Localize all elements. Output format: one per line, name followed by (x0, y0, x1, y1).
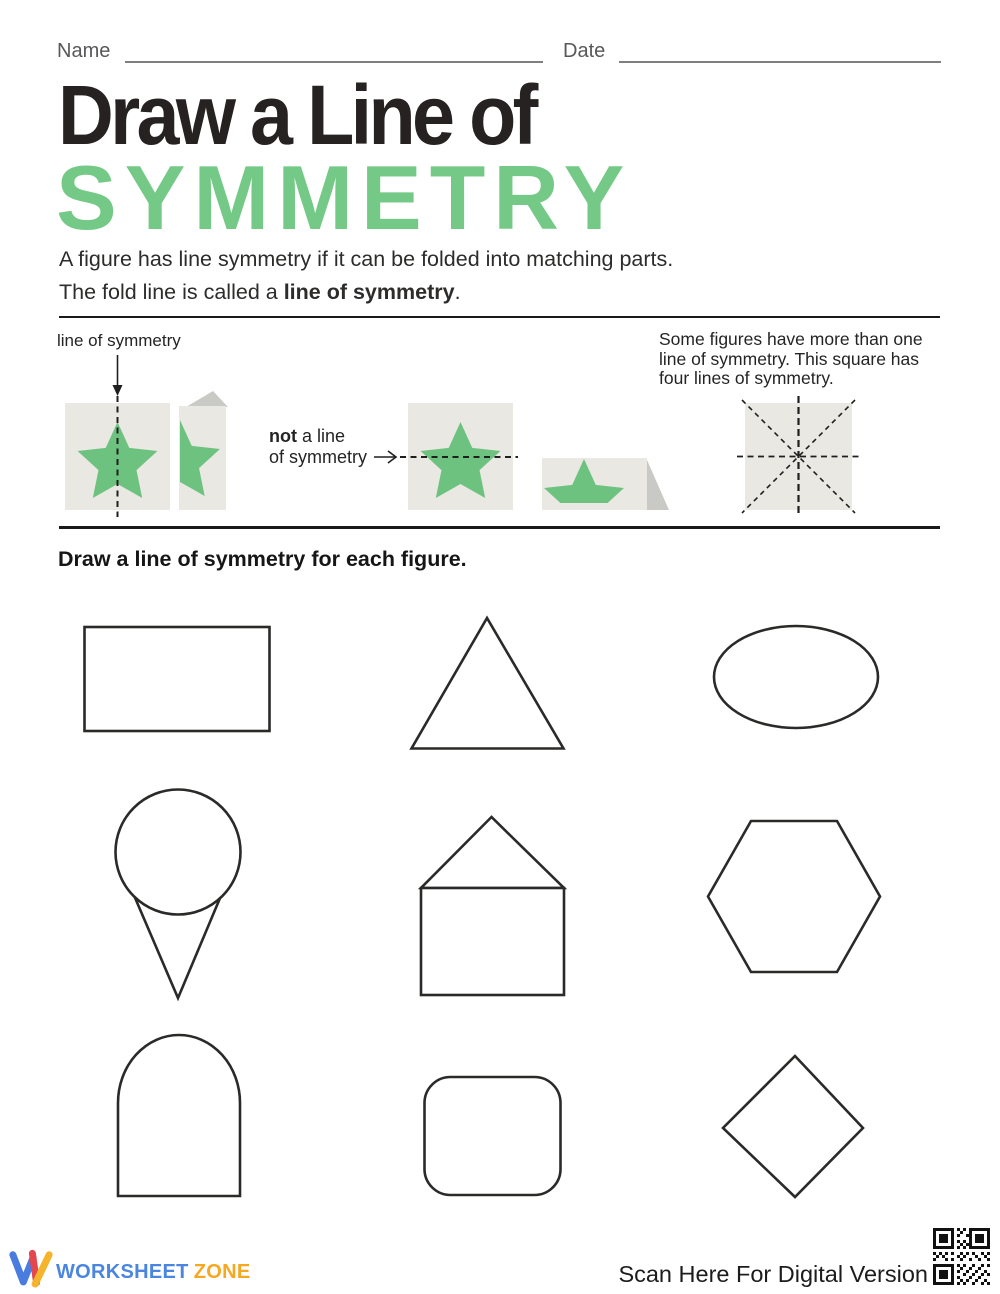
name-label: Name (57, 40, 111, 62)
name-underline (125, 41, 543, 63)
example-square-vertical (65, 403, 170, 510)
brand-name: WORKSHEET ZONE (56, 1261, 251, 1283)
example-square-multi (745, 403, 852, 510)
multi-line-note: Some figures have more than one line of symmetry. This square has four lines of symmetry. (659, 329, 923, 388)
fold-flap-1 (186, 391, 228, 407)
instruction-text: Draw a line of symmetry for each figure. (58, 547, 467, 571)
page-title-line2: SYMMETRY (56, 148, 633, 249)
divider-top (59, 316, 940, 318)
intro-line2: The fold line is called a line of symmetry. (59, 280, 461, 304)
example-star-horizontal (421, 422, 501, 498)
intro-line1: A figure has line symmetry if it can be folded into matching parts. (59, 247, 674, 271)
qr-code (933, 1228, 990, 1285)
shape-rectangle (85, 627, 270, 731)
shape-diamond (723, 1056, 863, 1197)
shape-ice-cream-cone (116, 790, 241, 999)
fold-card-2 (542, 458, 647, 510)
shape-house (421, 817, 564, 995)
date-underline (619, 41, 941, 63)
worksheetzone-logo-icon (8, 1244, 54, 1292)
shape-arch (118, 1035, 240, 1196)
shape-hexagon (708, 821, 880, 972)
divider-bottom (59, 526, 940, 529)
date-label: Date (563, 40, 606, 62)
right-arrow-icon (374, 451, 396, 463)
half-star-2 (544, 459, 624, 535)
fold-flap-2 (647, 460, 669, 510)
page-title-line1: Draw a Line of (58, 68, 535, 162)
shape-rounded-square (425, 1077, 561, 1195)
example-square-horizontal (408, 403, 513, 510)
fold-card-1 (179, 406, 226, 510)
not-a-line-label: not a line of symmetry (269, 426, 368, 467)
half-star-1 (140, 420, 220, 496)
pointer-down-arrow-icon (113, 355, 123, 396)
example-star-vertical (78, 422, 158, 498)
pointer-label: line of symmetry (57, 331, 181, 350)
multi-symmetry-lines (737, 396, 860, 517)
shape-triangle (412, 618, 564, 749)
shape-ellipse (714, 626, 878, 728)
scan-here-text: Scan Here For Digital Version (618, 1261, 928, 1287)
